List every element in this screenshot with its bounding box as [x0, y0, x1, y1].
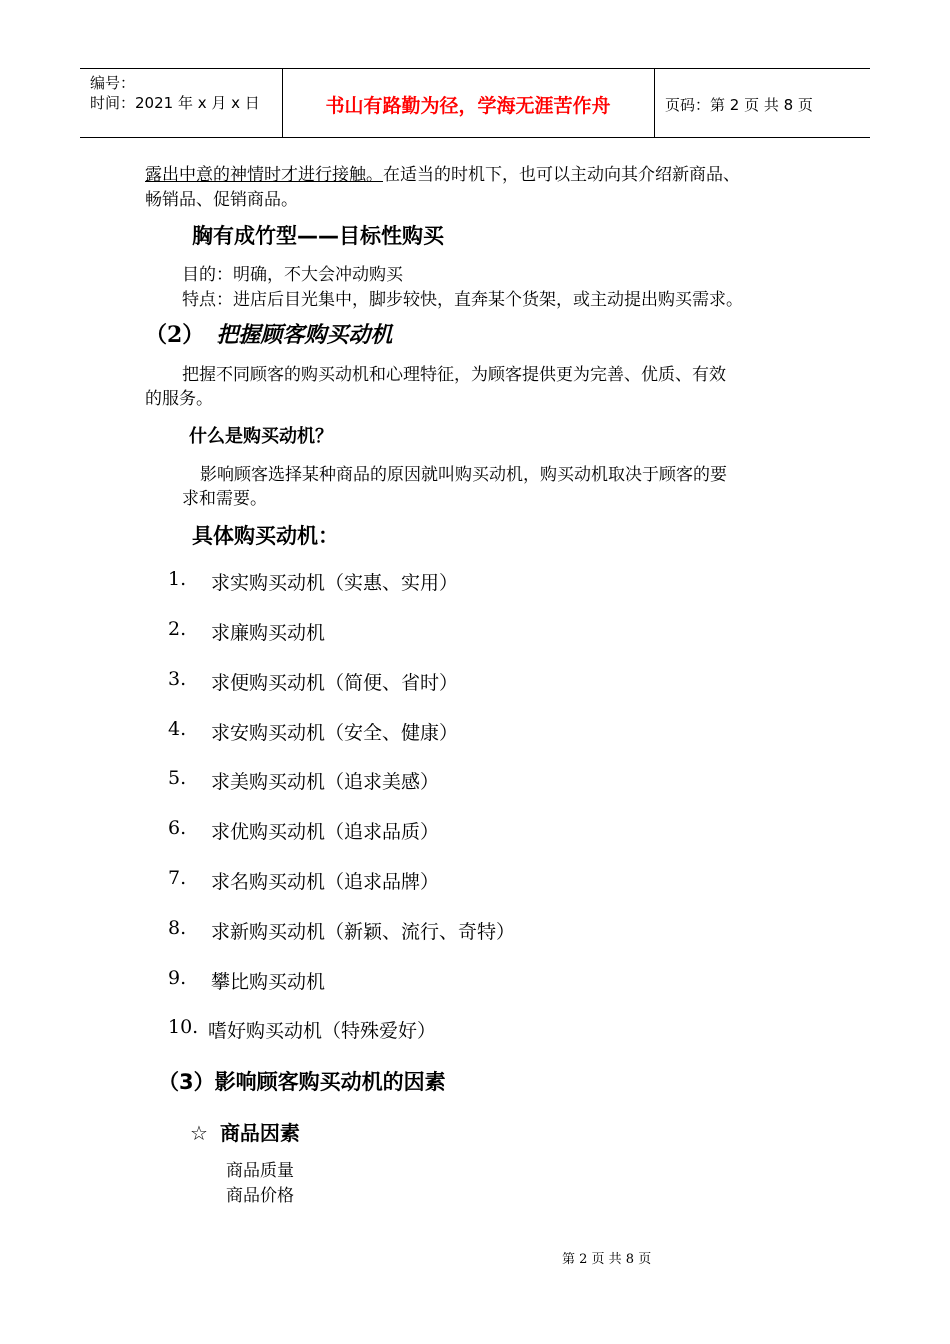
motives-list-title: 具体购买动机：	[192, 524, 339, 548]
factor-item: 商品价格	[226, 1186, 294, 1206]
factor-heading	[190, 1117, 300, 1146]
section-target-title: 胸有成竹型——目标性购买	[192, 224, 444, 248]
section-2-heading	[145, 318, 392, 349]
number-label: 编号：	[90, 74, 136, 92]
page-header	[80, 68, 870, 138]
section-2-para-line-2: 的服务。	[145, 389, 213, 409]
list-item-number: 4.	[168, 718, 187, 740]
list-item-number: 9.	[168, 967, 187, 989]
list-item-number: 2.	[168, 618, 187, 640]
list-item-text: 嗜好购买动机（特殊爱好）	[208, 1020, 437, 1042]
list-item-text: 求安购买动机（安全、健康）	[211, 722, 459, 744]
list-item	[168, 767, 440, 793]
list-item	[168, 718, 459, 744]
list-item-text: 求实购买动机（实惠、实用）	[211, 572, 459, 594]
what-is-motive-title: 什么是购买动机？	[189, 426, 333, 447]
section-3-title: （3）影响顾客购买动机的因素	[158, 1070, 446, 1094]
target-purpose: 目的：明确，不大会冲动购买	[182, 265, 403, 285]
list-item	[168, 618, 326, 644]
time-label: 时间：2021 年 x 月 x 日	[90, 94, 260, 112]
what-line-2: 求和需要。	[182, 489, 267, 509]
list-item-number: 7.	[168, 867, 187, 889]
factor-item: 商品质量	[226, 1161, 294, 1181]
list-item	[168, 917, 516, 943]
section-2-number: （2）	[145, 322, 205, 348]
section-2-para-line-1: 把握不同顾客的购买动机和心理特征，为顾客提供更为完善、优质、有效	[182, 365, 726, 385]
list-item-text: 求新购买动机（新颖、流行、奇特）	[211, 921, 516, 943]
section-2-title: 把握顾客购买动机	[216, 323, 393, 348]
list-item	[168, 1016, 437, 1042]
star-icon: ☆	[190, 1121, 208, 1145]
list-item-number: 10.	[168, 1016, 199, 1038]
list-item-text: 求名购买动机（追求品牌）	[211, 871, 440, 893]
target-feature: 特点：进店后目光集中，脚步较快，直奔某个货架，或主动提出购买需求。	[182, 290, 743, 310]
list-item	[168, 668, 459, 694]
list-item-number: 1.	[168, 568, 187, 590]
list-item	[168, 967, 326, 993]
page-footer: 第 2 页 共 8 页	[562, 1252, 652, 1267]
list-item-number: 5.	[168, 767, 187, 789]
list-item	[168, 867, 440, 893]
list-item-number: 6.	[168, 817, 187, 839]
intro-underlined-text: 露出中意的神情时才进行接触。	[145, 165, 383, 185]
list-item	[168, 568, 459, 594]
header-page-info: 页码：第 2 页 共 8 页	[665, 96, 813, 114]
what-line-1: 影响顾客选择某种商品的原因就叫购买动机，购买动机取决于顾客的要	[200, 465, 727, 485]
intro-line-1	[145, 160, 740, 185]
factor-title: 商品因素	[219, 1121, 300, 1145]
list-item-text: 攀比购买动机	[211, 971, 326, 993]
header-divider	[654, 69, 655, 137]
header-left	[90, 73, 260, 113]
list-item-text: 求便购买动机（简便、省时）	[211, 672, 459, 694]
header-motto: 书山有路勤为径，学海无涯苦作舟	[325, 95, 611, 117]
list-item-text: 求廉购买动机	[211, 622, 326, 644]
list-item-number: 8.	[168, 917, 187, 939]
list-item-text: 求美购买动机（追求美感）	[211, 771, 440, 793]
list-item-text: 求优购买动机（追求品质）	[211, 821, 440, 843]
intro-line-2: 畅销品、促销商品。	[145, 190, 298, 210]
list-item	[168, 817, 440, 843]
intro-rest-text: 在适当的时机下，也可以主动向其介绍新商品、	[383, 165, 740, 185]
list-item-number: 3.	[168, 668, 187, 690]
